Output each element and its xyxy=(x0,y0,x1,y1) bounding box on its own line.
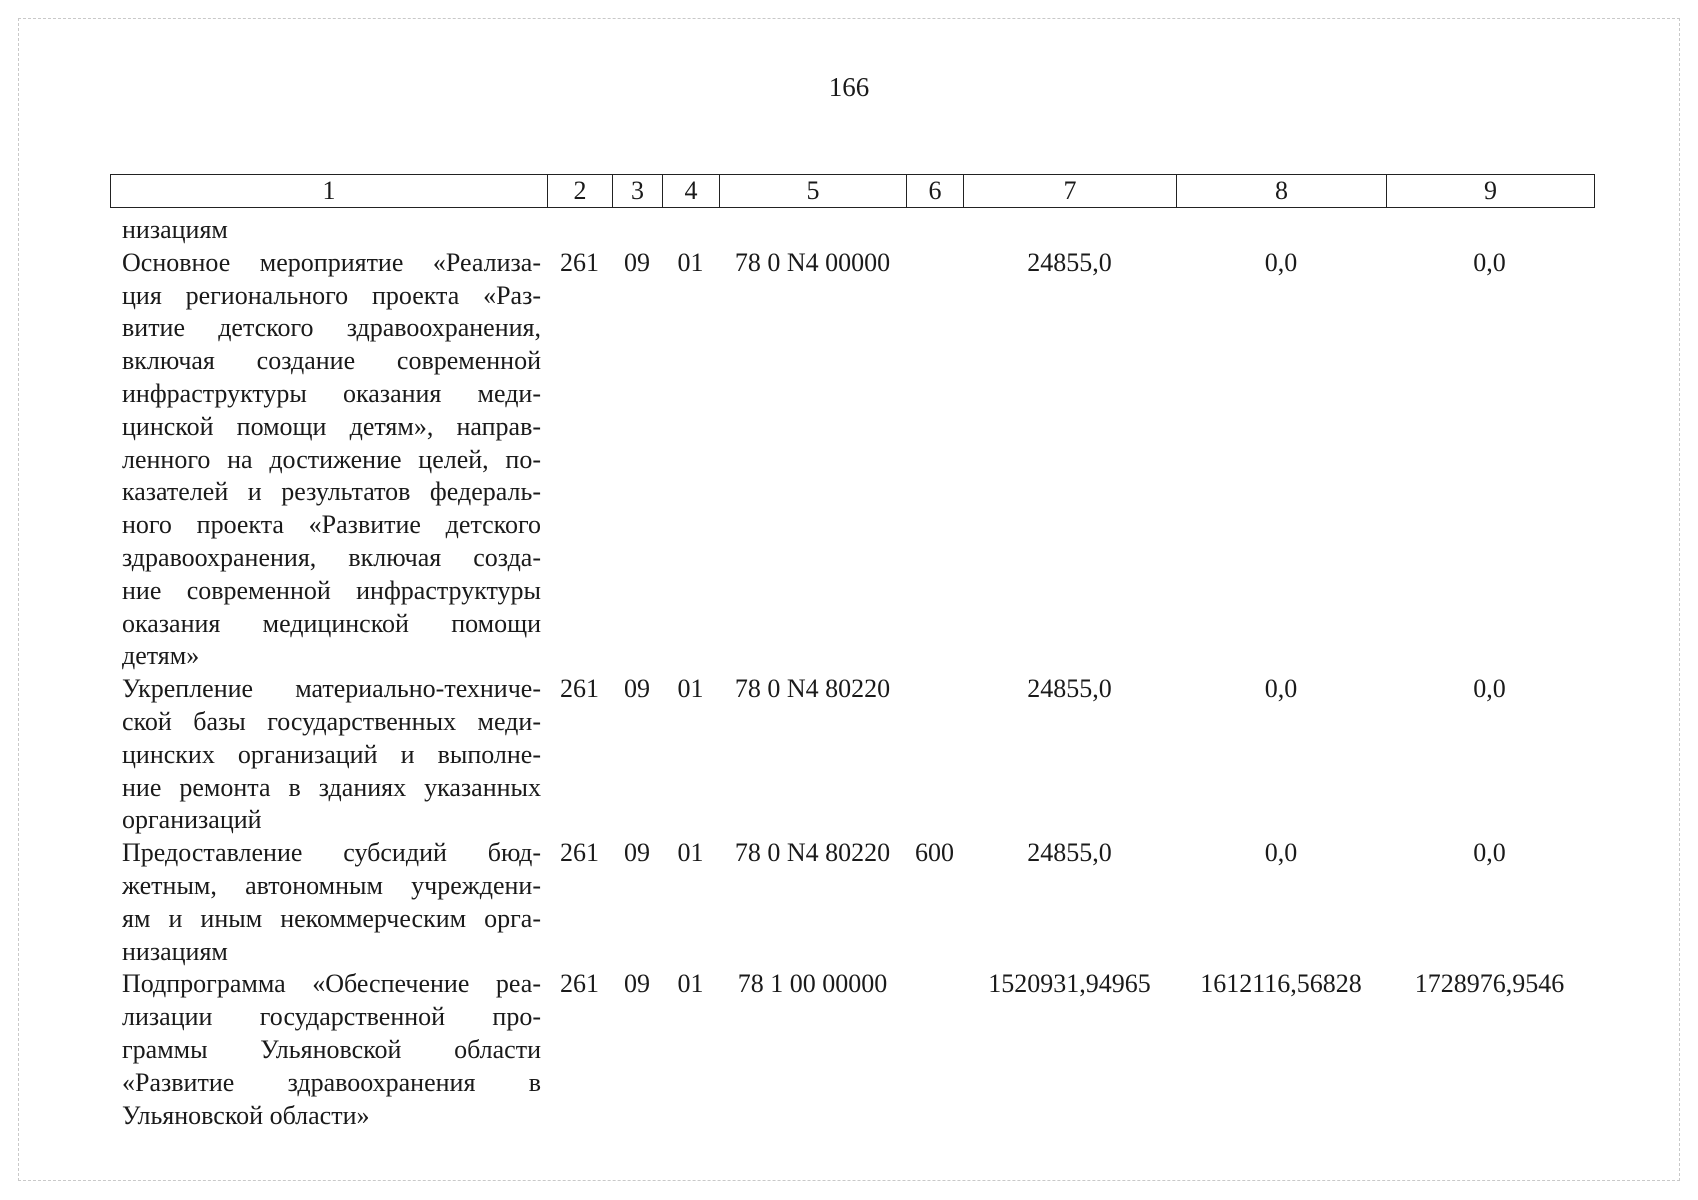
row-amount-year1-cell: 24855,0 xyxy=(1027,838,1112,868)
row-name-cell xyxy=(110,837,547,968)
row-name-line: ного проекта «Развитие детского xyxy=(122,510,541,540)
row-name-cell xyxy=(110,673,547,837)
row-amount-year3-cell: 0,0 xyxy=(1473,838,1506,868)
row-amount-year2-cell: 0,0 xyxy=(1264,838,1298,868)
table-body xyxy=(110,214,1593,1132)
row-subsection-cell: 01 xyxy=(677,969,704,999)
header-col-2: 2 xyxy=(548,175,613,207)
row-target-article-cell: 78 0 N4 00000 xyxy=(734,247,891,277)
table-row xyxy=(110,214,1593,247)
row-name-line: детям» xyxy=(122,641,200,671)
row-section-cell: 09 xyxy=(624,838,650,868)
row-amount-year3-cell: 0,0 xyxy=(1473,247,1506,277)
row-name-line: «Развитие здравоохранения в xyxy=(122,1067,541,1097)
row-name-line: ленного на достижение целей, по- xyxy=(122,444,541,474)
row-name-line: Укрепление материально-техниче- xyxy=(122,674,541,704)
row-name-cell xyxy=(110,968,547,1132)
row-code-cell xyxy=(547,214,612,247)
row-amount-year1-cell: 24855,0 xyxy=(1027,247,1112,277)
row-amount-year2-cell xyxy=(1176,214,1386,247)
row-expense-type-cell xyxy=(906,247,963,673)
row-code-cell: 261 xyxy=(560,247,599,277)
header-col-8: 8 xyxy=(1177,175,1387,207)
row-subsection-cell: 01 xyxy=(677,674,704,704)
row-name-line: инфраструктуры оказания меди- xyxy=(122,378,541,408)
row-name-line: ние современной инфраструктуры xyxy=(122,575,541,605)
row-name-line: организаций xyxy=(122,805,262,835)
row-name-line: Подпрограмма «Обеспечение реа- xyxy=(122,969,541,999)
row-name-line: Основное мероприятие «Реализа- xyxy=(122,247,541,277)
table-header xyxy=(110,174,1595,208)
row-name-line: ция регионального проекта «Раз- xyxy=(122,280,541,310)
row-expense-type-cell xyxy=(906,673,963,837)
row-amount-year2-cell: 1612116,56828 xyxy=(1200,969,1362,999)
row-amount-year1-cell: 1520931,94965 xyxy=(988,969,1151,999)
row-section-cell xyxy=(612,214,662,247)
page-number: 166 xyxy=(828,72,870,102)
row-name-cell xyxy=(110,247,547,673)
table-row xyxy=(110,673,1593,837)
row-name-line: низациям xyxy=(122,936,228,966)
row-code-cell: 261 xyxy=(560,969,599,999)
row-name-line: Ульяновской области» xyxy=(122,1100,370,1130)
row-section-cell: 09 xyxy=(624,674,650,704)
header-col-7: 7 xyxy=(964,175,1177,207)
table-row xyxy=(110,837,1593,968)
row-name-line: граммы Ульяновской области xyxy=(122,1034,541,1064)
row-subsection-cell: 01 xyxy=(677,247,704,277)
row-amount-year2-cell: 0,0 xyxy=(1264,247,1298,277)
row-subsection-cell: 01 xyxy=(677,838,704,868)
row-name-line: Предоставление субсидий бюд- xyxy=(122,838,541,868)
row-section-cell: 09 xyxy=(624,247,650,277)
row-expense-type-cell: 600 xyxy=(915,838,954,868)
row-target-article-cell xyxy=(719,214,906,247)
table-row xyxy=(110,247,1593,673)
row-target-article-cell: 78 1 00 00000 xyxy=(737,969,888,999)
header-col-4: 4 xyxy=(663,175,720,207)
row-name-line: включая создание современной xyxy=(122,346,541,376)
header-col-5: 5 xyxy=(720,175,907,207)
header-col-3: 3 xyxy=(613,175,663,207)
row-name-line: витие детского здравоохранения, xyxy=(122,313,541,343)
row-expense-type-cell xyxy=(906,214,963,247)
table-row xyxy=(110,968,1593,1132)
row-amount-year3-cell xyxy=(1386,214,1593,247)
row-name-line: низациям xyxy=(122,215,228,244)
row-name-cell xyxy=(110,214,547,247)
row-name-line: жетным, автономным учреждени- xyxy=(122,870,541,900)
row-target-article-cell: 78 0 N4 80220 xyxy=(734,838,891,868)
header-col-1: 1 xyxy=(111,175,548,207)
row-expense-type-cell xyxy=(906,968,963,1132)
row-amount-year2-cell: 0,0 xyxy=(1264,674,1298,704)
header-col-6: 6 xyxy=(907,175,964,207)
row-code-cell: 261 xyxy=(560,674,599,704)
row-target-article-cell: 78 0 N4 80220 xyxy=(734,674,891,704)
row-amount-year3-cell: 1728976,9546 xyxy=(1414,969,1565,999)
row-section-cell: 09 xyxy=(624,969,650,999)
row-subsection-cell xyxy=(662,214,719,247)
row-name-line: цинских организаций и выполне- xyxy=(122,739,541,769)
row-amount-year1-cell: 24855,0 xyxy=(1027,674,1112,704)
row-amount-year3-cell: 0,0 xyxy=(1473,674,1506,704)
row-name-line: казателей и результатов федераль- xyxy=(122,477,541,507)
row-name-line: ской базы государственных меди- xyxy=(122,706,541,736)
row-amount-year1-cell xyxy=(963,214,1176,247)
row-name-line: оказания медицинской помощи xyxy=(122,608,541,638)
header-col-9: 9 xyxy=(1484,176,1497,205)
row-name-line: ям и иным некоммерческим орга- xyxy=(122,903,541,933)
row-name-line: здравоохранения, включая созда- xyxy=(122,542,541,572)
row-name-line: цинской помощи детям», направ- xyxy=(122,411,541,441)
row-name-line: лизации государственной про- xyxy=(122,1002,541,1032)
row-code-cell: 261 xyxy=(560,838,599,868)
row-name-line: ние ремонта в зданиях указанных xyxy=(122,772,541,802)
